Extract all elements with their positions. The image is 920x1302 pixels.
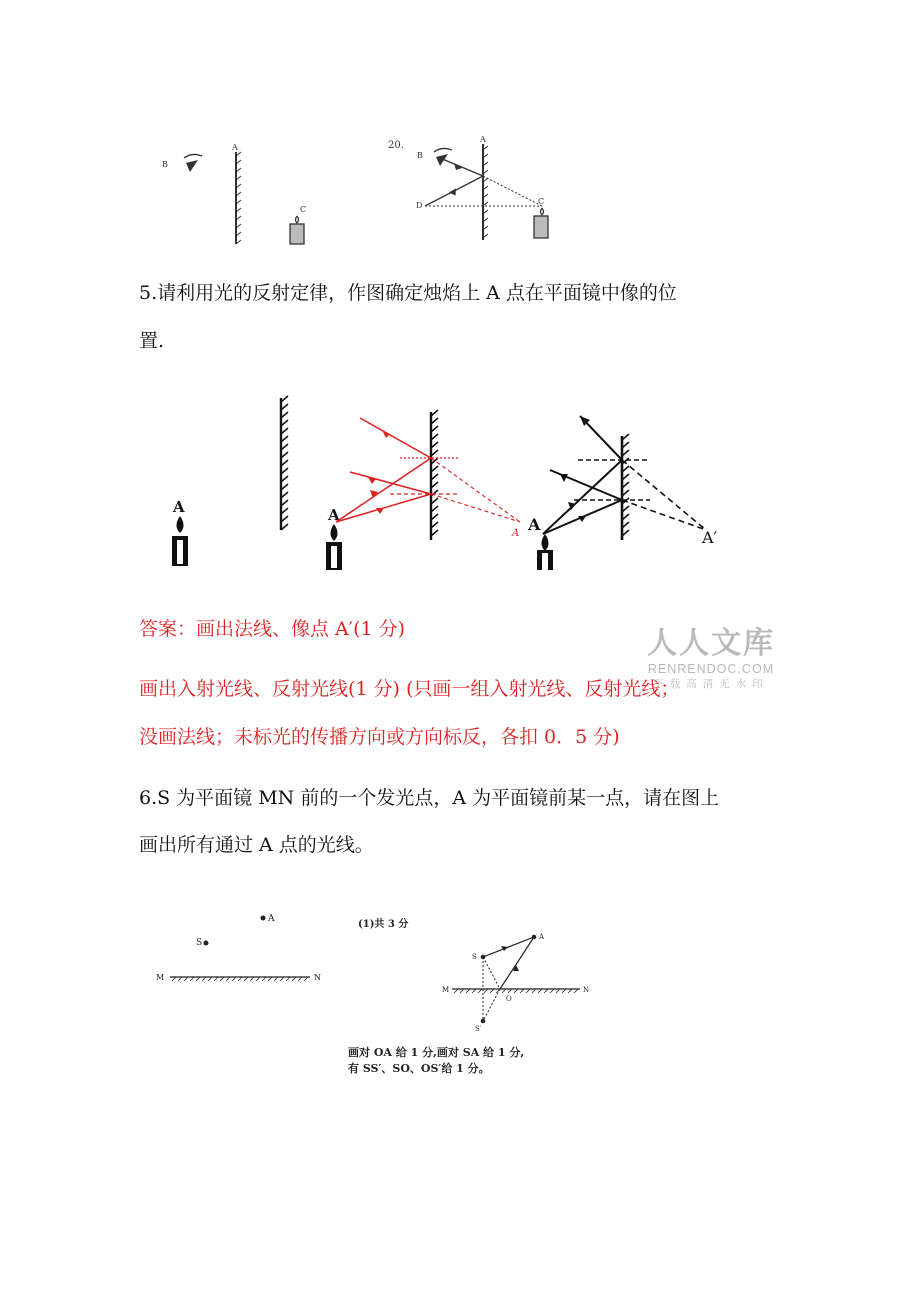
q5-answer-line1: 答案：画出法线、像点 A′(1 分): [139, 618, 406, 640]
q5-line1: 5.请利用光的反射定律，作图确定烛焰上 A 点在平面镜中像的位: [139, 282, 677, 304]
q5-line2: 置.: [139, 330, 165, 352]
q5-question-figure: [172, 396, 288, 566]
label-c: C: [300, 205, 307, 214]
label-a-prime: A′: [702, 528, 718, 547]
q5-black-answer-figure: [527, 416, 718, 570]
reflected-ray: [440, 158, 483, 176]
label-b: B: [417, 151, 423, 160]
point-a: [261, 916, 266, 921]
label-n: N: [314, 973, 321, 982]
label-m: M: [442, 986, 450, 994]
label-s: S: [196, 938, 203, 948]
label-s-prime: S′: [475, 1025, 482, 1033]
q5-red-answer-figure: [326, 410, 520, 570]
watermark-domain: RENRENDOC.COM: [647, 662, 775, 676]
reflected-ray-2: [350, 472, 431, 494]
label-a: A: [528, 515, 541, 534]
q5-answer-line3: 没画法线；未标光的传播方向或方向标反，各扣 0．5 分): [139, 726, 620, 748]
ray-oa: [500, 937, 534, 989]
left-mirror-figure: [162, 143, 306, 244]
virtual-ray-2: [431, 494, 520, 522]
ray-os-prime: [483, 989, 500, 1021]
ray-sa: [483, 937, 534, 957]
virtual-ray-2: [622, 500, 706, 530]
q6-line1: 6.S 为平面镜 MN 前的一个发光点，A 为平面镜前某一点，请在图上: [139, 787, 720, 809]
figure-number: 20.: [388, 140, 404, 151]
q6-note-line1: 画对 OA 给 1 分,画对 SA 给 1 分,: [348, 1046, 525, 1059]
label-a-image: A: [512, 528, 520, 539]
q6-answer-figure: [358, 917, 589, 1033]
q5-answer-line2: 画出入射光线、反射光线(1 分) (只画一组入射光线、反射光线；: [139, 678, 680, 700]
label-b: B: [162, 160, 168, 169]
answer-header: (1)共 3 分: [358, 919, 409, 930]
label-m: M: [156, 973, 165, 982]
virtual-ray-1: [622, 460, 706, 530]
dotted-virtual-ray: [483, 176, 545, 206]
candle-icon: [172, 516, 188, 566]
eye-icon: [434, 148, 452, 166]
q6-note-line2: 有 SS′、SO、OS′给 1 分。: [348, 1062, 490, 1075]
label-n: N: [583, 986, 590, 994]
reflected-ray-1: [360, 418, 431, 458]
q6-line2: 画出所有通过 A 点的光线。: [139, 834, 374, 856]
candle-icon: [534, 208, 548, 238]
watermark-title: 人人文库: [647, 626, 775, 661]
virtual-ray-1: [431, 458, 520, 522]
top-figures: [150, 130, 570, 255]
q5-figures: [150, 390, 750, 575]
label-c: C: [538, 197, 545, 206]
candle-icon: [537, 534, 553, 570]
label-d: D: [416, 201, 423, 210]
label-a: A: [328, 506, 340, 524]
label-s: S: [472, 953, 477, 961]
point-s: [204, 941, 209, 946]
label-a: A: [480, 135, 486, 144]
label-o: O: [506, 995, 512, 1003]
label-a: A: [232, 143, 238, 152]
label-a: A: [268, 914, 275, 924]
q6-question-figure: [156, 914, 321, 982]
candle-icon: [290, 216, 304, 244]
label-a: A: [173, 498, 185, 516]
point-s-prime: [481, 1019, 486, 1024]
candle-icon: [326, 524, 342, 570]
watermark-tagline: 下载高清无水印: [653, 678, 769, 690]
right-answer-figure: [388, 135, 548, 240]
ray-so: [483, 957, 500, 989]
label-a: A: [539, 933, 545, 941]
watermark: [646, 618, 776, 691]
eye-icon: [184, 154, 202, 172]
